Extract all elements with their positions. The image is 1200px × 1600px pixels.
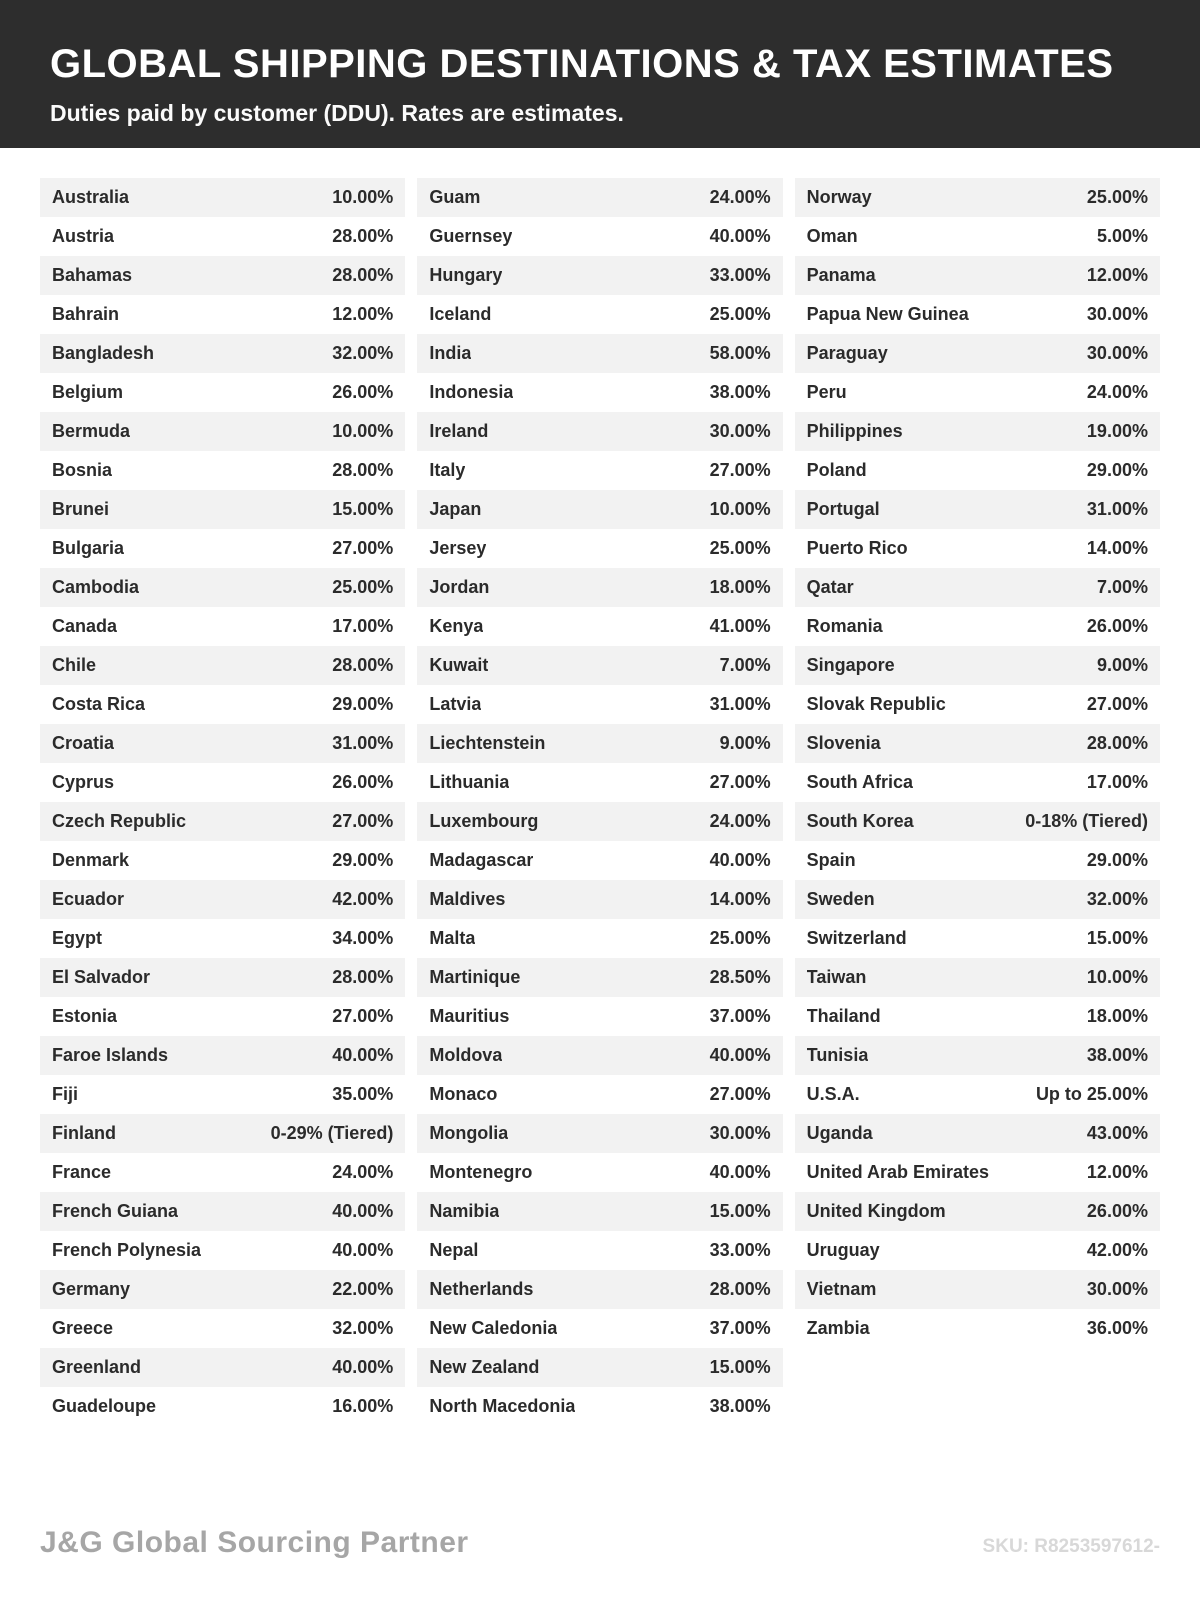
rate-value: 28.00%	[332, 967, 394, 987]
rate-value: 0-29% (Tiered)	[270, 1123, 394, 1143]
rate-value: 30.00%	[1086, 1279, 1148, 1299]
country-name: Japan	[429, 499, 482, 519]
country-name: North Macedonia	[429, 1396, 576, 1416]
rate-value: 28.00%	[332, 460, 394, 480]
country-name: Slovak Republic	[806, 694, 946, 714]
rate-value: 38.00%	[1086, 1045, 1148, 1065]
rate-value: 10.00%	[709, 499, 771, 519]
rate-value: 7.00%	[719, 655, 771, 675]
table-row	[795, 490, 1160, 529]
table-row	[417, 841, 782, 880]
country-name: Moldova	[429, 1045, 503, 1065]
country-name: Peru	[806, 382, 847, 402]
rate-value: 24.00%	[332, 1162, 394, 1182]
brand-name: J&G Global Sourcing Partner	[40, 1526, 469, 1559]
rate-value: 29.00%	[1086, 460, 1148, 480]
table-row	[417, 451, 782, 490]
rate-value: 27.00%	[709, 460, 771, 480]
rate-value: 27.00%	[332, 538, 394, 558]
table-row	[795, 1075, 1160, 1114]
table-row	[40, 1075, 405, 1114]
table-row	[417, 607, 782, 646]
country-name: Denmark	[52, 850, 130, 870]
table-row	[417, 373, 782, 412]
country-name: Cyprus	[52, 772, 115, 792]
country-name: Panama	[806, 265, 876, 285]
country-name: Lithuania	[429, 772, 510, 792]
rate-value: 27.00%	[709, 772, 771, 792]
country-name: Puerto Rico	[806, 538, 908, 558]
rate-value: 9.00%	[1096, 655, 1148, 675]
table-row	[795, 373, 1160, 412]
table-row	[417, 295, 782, 334]
country-name: Romania	[806, 616, 883, 636]
rate-value: 37.00%	[709, 1006, 771, 1026]
rate-value: 26.00%	[332, 772, 394, 792]
table-row	[795, 334, 1160, 373]
rate-value: 41.00%	[709, 616, 771, 636]
country-name: Croatia	[52, 733, 115, 753]
country-name: Uganda	[806, 1123, 873, 1143]
rate-value: 30.00%	[709, 421, 771, 441]
rate-value: 42.00%	[1086, 1240, 1148, 1260]
table-row	[795, 1153, 1160, 1192]
rate-column-3	[795, 178, 1160, 1426]
rate-value: 27.00%	[332, 1006, 394, 1026]
country-name: Hungary	[429, 265, 503, 285]
table-row	[40, 841, 405, 880]
rate-value: 32.00%	[332, 1318, 394, 1338]
country-name: Tunisia	[806, 1045, 869, 1065]
table-row	[40, 607, 405, 646]
rate-value: 28.00%	[332, 265, 394, 285]
country-name: Latvia	[429, 694, 482, 714]
rate-value: 43.00%	[1086, 1123, 1148, 1143]
country-name: Bulgaria	[52, 538, 125, 558]
rate-value: 10.00%	[1086, 967, 1148, 987]
table-row	[40, 1309, 405, 1348]
rate-value: 30.00%	[709, 1123, 771, 1143]
country-name: Czech Republic	[52, 811, 187, 831]
rate-value: 24.00%	[709, 187, 771, 207]
country-name: Martinique	[429, 967, 521, 987]
country-name: Liechtenstein	[429, 733, 546, 753]
table-row	[417, 1153, 782, 1192]
table-row	[40, 763, 405, 802]
country-name: El Salvador	[52, 967, 151, 987]
country-name: Maldives	[429, 889, 506, 909]
rate-value: 32.00%	[1086, 889, 1148, 909]
rate-value: 15.00%	[709, 1201, 771, 1221]
table-row	[795, 1270, 1160, 1309]
rate-value: 31.00%	[332, 733, 394, 753]
table-row	[795, 997, 1160, 1036]
country-name: Switzerland	[806, 928, 907, 948]
country-name: Guam	[429, 187, 481, 207]
table-row	[795, 724, 1160, 763]
rate-value: 14.00%	[1086, 538, 1148, 558]
table-row	[795, 841, 1160, 880]
country-name: Monaco	[429, 1084, 498, 1104]
table-row	[417, 529, 782, 568]
table-row	[795, 646, 1160, 685]
country-name: Kenya	[429, 616, 484, 636]
table-row	[417, 724, 782, 763]
rate-value: 25.00%	[1086, 187, 1148, 207]
country-name: Belgium	[52, 382, 124, 402]
rate-value: 31.00%	[709, 694, 771, 714]
table-row	[40, 256, 405, 295]
page-header	[0, 0, 1200, 148]
rate-value: 29.00%	[332, 694, 394, 714]
rate-value: 30.00%	[1086, 343, 1148, 363]
country-name: Nepal	[429, 1240, 479, 1260]
table-row	[417, 1192, 782, 1231]
rate-value: 27.00%	[709, 1084, 771, 1104]
page-footer	[0, 1526, 1200, 1560]
table-row	[40, 529, 405, 568]
table-row	[795, 685, 1160, 724]
rate-value: 40.00%	[332, 1045, 394, 1065]
rate-value: 33.00%	[709, 1240, 771, 1260]
country-name: Cambodia	[52, 577, 140, 597]
table-row	[417, 217, 782, 256]
country-name: Ecuador	[52, 889, 125, 909]
table-row	[40, 1270, 405, 1309]
rate-value: 40.00%	[332, 1240, 394, 1260]
country-name: French Polynesia	[52, 1240, 202, 1260]
country-name: Iceland	[429, 304, 492, 324]
country-name: United Arab Emirates	[806, 1162, 990, 1182]
country-name: Slovenia	[806, 733, 881, 753]
table-row	[40, 724, 405, 763]
sku-label: SKU: R8253597612-	[982, 1536, 1160, 1557]
table-row	[795, 880, 1160, 919]
country-name: Mauritius	[429, 1006, 510, 1026]
country-name: Namibia	[429, 1201, 500, 1221]
country-name: South Korea	[806, 811, 914, 831]
table-row	[795, 919, 1160, 958]
table-row	[417, 1036, 782, 1075]
country-name: Qatar	[806, 577, 854, 597]
table-row	[795, 412, 1160, 451]
table-row	[417, 256, 782, 295]
table-row	[795, 256, 1160, 295]
table-row	[40, 373, 405, 412]
country-name: Poland	[806, 460, 867, 480]
table-row	[417, 919, 782, 958]
table-row	[795, 295, 1160, 334]
rate-value: 28.00%	[332, 655, 394, 675]
country-name: Spain	[806, 850, 856, 870]
rate-value: 26.00%	[1086, 616, 1148, 636]
rate-value: 0-18% (Tiered)	[1025, 811, 1148, 831]
rate-value: 38.00%	[709, 382, 771, 402]
country-name: Montenegro	[429, 1162, 533, 1182]
rate-value: 36.00%	[1086, 1318, 1148, 1338]
rate-value: 40.00%	[709, 1162, 771, 1182]
rate-value: Up to 25.00%	[1035, 1084, 1148, 1104]
table-row	[795, 217, 1160, 256]
rate-value: 10.00%	[332, 421, 394, 441]
country-name: Ireland	[429, 421, 489, 441]
country-name: Madagascar	[429, 850, 534, 870]
country-name: Luxembourg	[429, 811, 539, 831]
table-row	[40, 958, 405, 997]
table-row	[795, 1192, 1160, 1231]
rate-value: 40.00%	[709, 850, 771, 870]
country-name: Norway	[806, 187, 872, 207]
page-title: GLOBAL SHIPPING DESTINATIONS & TAX ESTIMATES	[50, 42, 1114, 86]
country-name: Jersey	[429, 538, 487, 558]
table-row	[417, 763, 782, 802]
table-row	[40, 1114, 405, 1153]
table-row	[40, 1231, 405, 1270]
country-name: Italy	[429, 460, 466, 480]
country-name: Germany	[52, 1279, 131, 1299]
rate-value: 15.00%	[1086, 928, 1148, 948]
country-name: Chile	[52, 655, 97, 675]
table-row	[795, 1114, 1160, 1153]
country-name: Canada	[52, 616, 118, 636]
table-row	[417, 412, 782, 451]
country-name: Malta	[429, 928, 476, 948]
rate-value: 26.00%	[1086, 1201, 1148, 1221]
country-name: Jordan	[429, 577, 490, 597]
country-name: Taiwan	[806, 967, 867, 987]
rate-value: 12.00%	[1086, 265, 1148, 285]
country-name: Sweden	[806, 889, 875, 909]
rate-value: 19.00%	[1086, 421, 1148, 441]
rate-value: 7.00%	[1096, 577, 1148, 597]
country-name: Bermuda	[52, 421, 131, 441]
table-row	[417, 568, 782, 607]
table-row	[795, 763, 1160, 802]
rate-value: 29.00%	[1086, 850, 1148, 870]
table-row	[40, 802, 405, 841]
rate-value: 34.00%	[332, 928, 394, 948]
country-name: Bangladesh	[52, 343, 155, 363]
table-row	[40, 646, 405, 685]
table-row	[40, 490, 405, 529]
rate-value: 9.00%	[719, 733, 771, 753]
country-name: Paraguay	[806, 343, 888, 363]
rate-value: 5.00%	[1096, 226, 1148, 246]
rate-value: 33.00%	[709, 265, 771, 285]
country-name: South Africa	[806, 772, 913, 792]
rate-value: 35.00%	[332, 1084, 394, 1104]
country-name: French Guiana	[52, 1201, 179, 1221]
rate-column-2	[417, 178, 782, 1426]
rate-value: 25.00%	[332, 577, 394, 597]
rate-value: 15.00%	[709, 1357, 771, 1377]
table-row	[40, 997, 405, 1036]
table-row	[40, 1387, 405, 1426]
table-row	[417, 1309, 782, 1348]
table-row	[40, 880, 405, 919]
table-row	[40, 919, 405, 958]
rate-value: 38.00%	[709, 1396, 771, 1416]
country-name: Brunei	[52, 499, 110, 519]
table-row	[417, 1270, 782, 1309]
country-name: Mongolia	[429, 1123, 509, 1143]
rate-value: 14.00%	[709, 889, 771, 909]
country-name: Greece	[52, 1318, 114, 1338]
table-row	[417, 880, 782, 919]
rate-value: 31.00%	[1086, 499, 1148, 519]
country-name: Portugal	[806, 499, 880, 519]
table-row	[417, 997, 782, 1036]
table-row	[795, 607, 1160, 646]
country-name: Thailand	[806, 1006, 881, 1026]
rate-value: 22.00%	[332, 1279, 394, 1299]
country-name: Singapore	[806, 655, 895, 675]
tax-rate-table	[0, 148, 1200, 1426]
rate-value: 18.00%	[1086, 1006, 1148, 1026]
rate-value: 12.00%	[1086, 1162, 1148, 1182]
country-name: Austria	[52, 226, 115, 246]
table-row	[417, 1075, 782, 1114]
country-name: Finland	[52, 1123, 116, 1143]
country-name: Estonia	[52, 1006, 118, 1026]
country-name: New Zealand	[429, 1357, 540, 1377]
table-row	[40, 217, 405, 256]
country-name: Bahrain	[52, 304, 120, 324]
country-name: U.S.A.	[806, 1084, 860, 1104]
country-name: Greenland	[52, 1357, 142, 1377]
rate-value: 18.00%	[709, 577, 771, 597]
rate-value: 16.00%	[332, 1396, 394, 1416]
rate-value: 30.00%	[1086, 304, 1148, 324]
table-row	[417, 685, 782, 724]
table-row	[795, 529, 1160, 568]
country-name: Guadeloupe	[52, 1396, 157, 1416]
country-name: Faroe Islands	[52, 1045, 169, 1065]
country-name: India	[429, 343, 472, 363]
table-row	[40, 685, 405, 724]
country-name: Australia	[52, 187, 130, 207]
country-name: Netherlands	[429, 1279, 534, 1299]
table-row	[417, 802, 782, 841]
rate-value: 42.00%	[332, 889, 394, 909]
table-row	[417, 334, 782, 373]
rate-value: 25.00%	[709, 538, 771, 558]
table-row	[417, 178, 782, 217]
table-row	[795, 1309, 1160, 1348]
table-row	[40, 334, 405, 373]
rate-value: 10.00%	[332, 187, 394, 207]
country-name: Zambia	[806, 1318, 870, 1338]
country-name: New Caledonia	[429, 1318, 558, 1338]
country-name: United Kingdom	[806, 1201, 946, 1221]
rate-column-1	[40, 178, 405, 1426]
page-subtitle: Duties paid by customer (DDU). Rates are estimates.	[50, 100, 624, 126]
rate-value: 40.00%	[332, 1357, 394, 1377]
rate-value: 58.00%	[709, 343, 771, 363]
table-row	[417, 646, 782, 685]
country-name: Indonesia	[429, 382, 514, 402]
rate-value: 28.50%	[709, 967, 771, 987]
table-row	[417, 490, 782, 529]
table-row	[417, 1348, 782, 1387]
country-name: Uruguay	[806, 1240, 880, 1260]
country-name: Guernsey	[429, 226, 513, 246]
table-row	[417, 1387, 782, 1426]
rate-value: 28.00%	[709, 1279, 771, 1299]
table-row	[417, 1114, 782, 1153]
table-row	[40, 451, 405, 490]
rate-value: 17.00%	[1086, 772, 1148, 792]
country-name: Kuwait	[429, 655, 489, 675]
table-row	[417, 1231, 782, 1270]
table-row	[40, 1348, 405, 1387]
table-row	[795, 568, 1160, 607]
country-name: Bosnia	[52, 460, 113, 480]
table-row	[795, 451, 1160, 490]
rate-value: 37.00%	[709, 1318, 771, 1338]
rate-value: 25.00%	[709, 304, 771, 324]
rate-value: 29.00%	[332, 850, 394, 870]
rate-value: 12.00%	[332, 304, 394, 324]
rate-value: 32.00%	[332, 343, 394, 363]
rate-value: 26.00%	[332, 382, 394, 402]
table-row	[40, 1036, 405, 1075]
rate-value: 28.00%	[332, 226, 394, 246]
table-row	[795, 1231, 1160, 1270]
rate-value: 17.00%	[332, 616, 394, 636]
table-row	[417, 958, 782, 997]
table-row	[795, 1036, 1160, 1075]
country-name: Vietnam	[806, 1279, 877, 1299]
country-name: Bahamas	[52, 265, 133, 285]
rate-value: 40.00%	[332, 1201, 394, 1221]
table-row	[795, 178, 1160, 217]
country-name: Fiji	[52, 1084, 78, 1104]
rate-value: 40.00%	[709, 226, 771, 246]
table-row	[40, 1153, 405, 1192]
country-name: Oman	[806, 226, 858, 246]
rate-value: 28.00%	[1086, 733, 1148, 753]
rate-value: 24.00%	[1086, 382, 1148, 402]
country-name: France	[52, 1162, 112, 1182]
rate-value: 40.00%	[709, 1045, 771, 1065]
rate-value: 24.00%	[709, 811, 771, 831]
table-row	[40, 1192, 405, 1231]
country-name: Egypt	[52, 928, 103, 948]
country-name: Costa Rica	[52, 694, 146, 714]
table-row	[40, 568, 405, 607]
table-row	[795, 802, 1160, 841]
country-name: Papua New Guinea	[806, 304, 969, 324]
rate-value: 15.00%	[332, 499, 394, 519]
rate-value: 25.00%	[709, 928, 771, 948]
table-row	[40, 295, 405, 334]
table-row	[795, 958, 1160, 997]
rate-value: 27.00%	[1086, 694, 1148, 714]
rate-value: 27.00%	[332, 811, 394, 831]
table-row	[40, 412, 405, 451]
country-name: Philippines	[806, 421, 903, 441]
table-row	[40, 178, 405, 217]
